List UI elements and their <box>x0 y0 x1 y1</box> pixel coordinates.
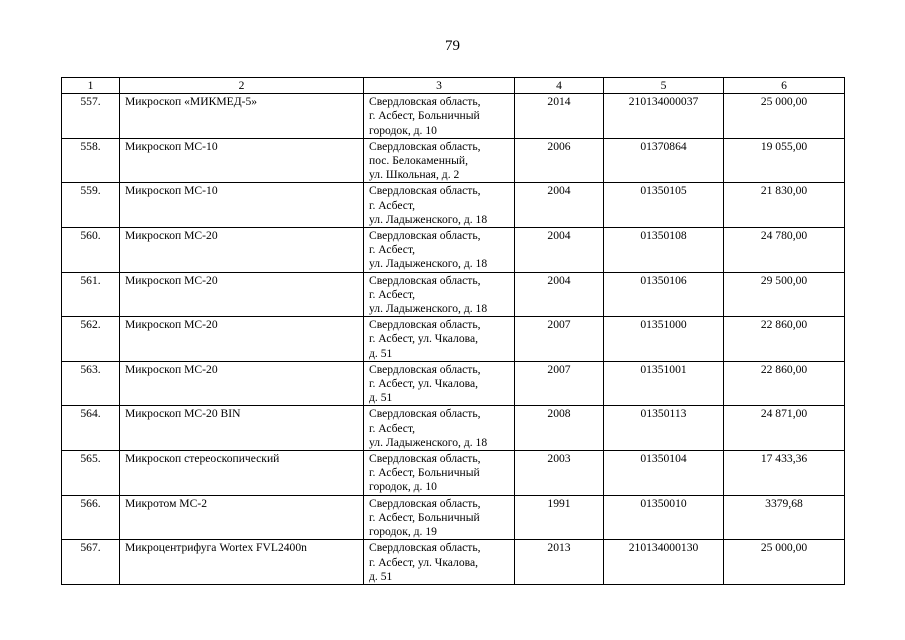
row-number: 557. <box>62 94 120 139</box>
item-address <box>364 495 515 540</box>
row-number: 558. <box>62 138 120 183</box>
item-name: Микроскоп МС-10 <box>120 183 364 228</box>
address-line: ул. Школьная, д. 2 <box>369 168 460 182</box>
row-number: 565. <box>62 451 120 496</box>
item-cost: 24 780,00 <box>724 228 845 273</box>
item-year: 2008 <box>515 406 604 451</box>
item-name: Микроскоп МС-20 <box>120 272 364 317</box>
item-cost: 17 433,36 <box>724 451 845 496</box>
table-row <box>62 138 845 183</box>
item-name: Микротом МС-2 <box>120 495 364 540</box>
address-line: д. 51 <box>369 391 393 405</box>
row-number: 561. <box>62 272 120 317</box>
item-year: 2004 <box>515 228 604 273</box>
column-header: 3 <box>364 78 515 94</box>
item-cost: 19 055,00 <box>724 138 845 183</box>
column-header: 5 <box>604 78 724 94</box>
item-cost: 22 860,00 <box>724 361 845 406</box>
address-line: Свердловская область, <box>369 362 481 376</box>
item-cost: 25 000,00 <box>724 540 845 585</box>
item-year: 2003 <box>515 451 604 496</box>
row-number: 559. <box>62 183 120 228</box>
column-header: 6 <box>724 78 845 94</box>
address-line: Свердловская область, <box>369 496 481 510</box>
item-year: 2007 <box>515 317 604 362</box>
table-row <box>62 317 845 362</box>
table-row <box>62 451 845 496</box>
address-line: Свердловская область, <box>369 184 481 198</box>
item-inventory-number: 01350106 <box>604 272 724 317</box>
table-row <box>62 94 845 139</box>
column-header: 4 <box>515 78 604 94</box>
address-line: г. Асбест, Больничный <box>369 466 480 480</box>
address-line: г. Асбест, Больничный <box>369 510 480 524</box>
item-address <box>364 406 515 451</box>
table-row <box>62 406 845 451</box>
item-inventory-number: 210134000130 <box>604 540 724 585</box>
address-line: д. 51 <box>369 569 393 583</box>
item-year: 2007 <box>515 361 604 406</box>
address-line: г. Асбест, <box>369 198 416 212</box>
row-number: 562. <box>62 317 120 362</box>
item-cost: 24 871,00 <box>724 406 845 451</box>
row-number: 560. <box>62 228 120 273</box>
item-name: Микроскоп МС-10 <box>120 138 364 183</box>
item-year: 2013 <box>515 540 604 585</box>
item-year: 1991 <box>515 495 604 540</box>
address-line: Свердловская область, <box>369 541 481 555</box>
item-inventory-number: 01350113 <box>604 406 724 451</box>
table-row <box>62 361 845 406</box>
item-name: Микроскоп МС-20 <box>120 228 364 273</box>
item-address <box>364 451 515 496</box>
table-row <box>62 540 845 585</box>
page-number: 79 <box>445 38 460 54</box>
item-cost: 3379,68 <box>724 495 845 540</box>
address-line: Свердловская область, <box>369 452 481 466</box>
item-address <box>364 138 515 183</box>
address-line: пос. Белокаменный, <box>369 154 469 168</box>
item-inventory-number: 01350108 <box>604 228 724 273</box>
row-number: 564. <box>62 406 120 451</box>
address-line: городок, д. 10 <box>369 480 437 494</box>
item-address <box>364 317 515 362</box>
address-line: г. Асбест, <box>369 421 416 435</box>
address-line: ул. Ладыженского, д. 18 <box>369 212 488 226</box>
table-row <box>62 183 845 228</box>
item-address <box>364 272 515 317</box>
item-inventory-number: 01350105 <box>604 183 724 228</box>
item-name: Микроскоп МС-20 BIN <box>120 406 364 451</box>
address-line: Свердловская область, <box>369 95 481 109</box>
address-line: городок, д. 19 <box>369 525 437 539</box>
table-row <box>62 228 845 273</box>
item-address <box>364 361 515 406</box>
item-name: Микроскоп стереоскопический <box>120 451 364 496</box>
item-name: Микроцентрифуга Wortex FVL2400n <box>120 540 364 585</box>
item-inventory-number: 01370864 <box>604 138 724 183</box>
item-name: Микроскоп «МИКМЕД-5» <box>120 94 364 139</box>
table-row <box>62 495 845 540</box>
item-address <box>364 540 515 585</box>
address-line: г. Асбест, <box>369 243 416 257</box>
item-address <box>364 183 515 228</box>
address-line: Свердловская область, <box>369 318 481 332</box>
row-number: 566. <box>62 495 120 540</box>
item-name: Микроскоп МС-20 <box>120 317 364 362</box>
item-inventory-number: 01351000 <box>604 317 724 362</box>
address-line: ул. Ладыженского, д. 18 <box>369 435 488 449</box>
address-line: ул. Ладыженского, д. 18 <box>369 302 488 316</box>
row-number: 563. <box>62 361 120 406</box>
row-number: 567. <box>62 540 120 585</box>
address-line: г. Асбест, ул. Чкалова, <box>369 377 478 391</box>
item-inventory-number: 01350104 <box>604 451 724 496</box>
address-line: ул. Ладыженского, д. 18 <box>369 257 488 271</box>
item-year: 2004 <box>515 272 604 317</box>
address-line: Свердловская область, <box>369 229 481 243</box>
item-year: 2014 <box>515 94 604 139</box>
item-inventory-number: 01351001 <box>604 361 724 406</box>
item-cost: 21 830,00 <box>724 183 845 228</box>
item-cost: 22 860,00 <box>724 317 845 362</box>
item-name: Микроскоп МС-20 <box>120 361 364 406</box>
address-line: Свердловская область, <box>369 139 481 153</box>
item-inventory-number: 01350010 <box>604 495 724 540</box>
column-header: 1 <box>62 78 120 94</box>
item-address <box>364 228 515 273</box>
address-line: г. Асбест, ул. Чкалова, <box>369 332 478 346</box>
address-line: д. 51 <box>369 346 393 360</box>
column-header: 2 <box>120 78 364 94</box>
item-year: 2004 <box>515 183 604 228</box>
address-line: городок, д. 10 <box>369 123 437 137</box>
item-cost: 25 000,00 <box>724 94 845 139</box>
address-line: г. Асбест, Больничный <box>369 109 480 123</box>
column-number-row <box>62 78 845 94</box>
property-table <box>61 77 845 585</box>
address-line: г. Асбест, <box>369 287 416 301</box>
table-row <box>62 272 845 317</box>
item-address <box>364 94 515 139</box>
address-line: г. Асбест, ул. Чкалова, <box>369 555 478 569</box>
address-line: Свердловская область, <box>369 273 481 287</box>
item-inventory-number: 210134000037 <box>604 94 724 139</box>
item-year: 2006 <box>515 138 604 183</box>
item-cost: 29 500,00 <box>724 272 845 317</box>
address-line: Свердловская область, <box>369 407 481 421</box>
